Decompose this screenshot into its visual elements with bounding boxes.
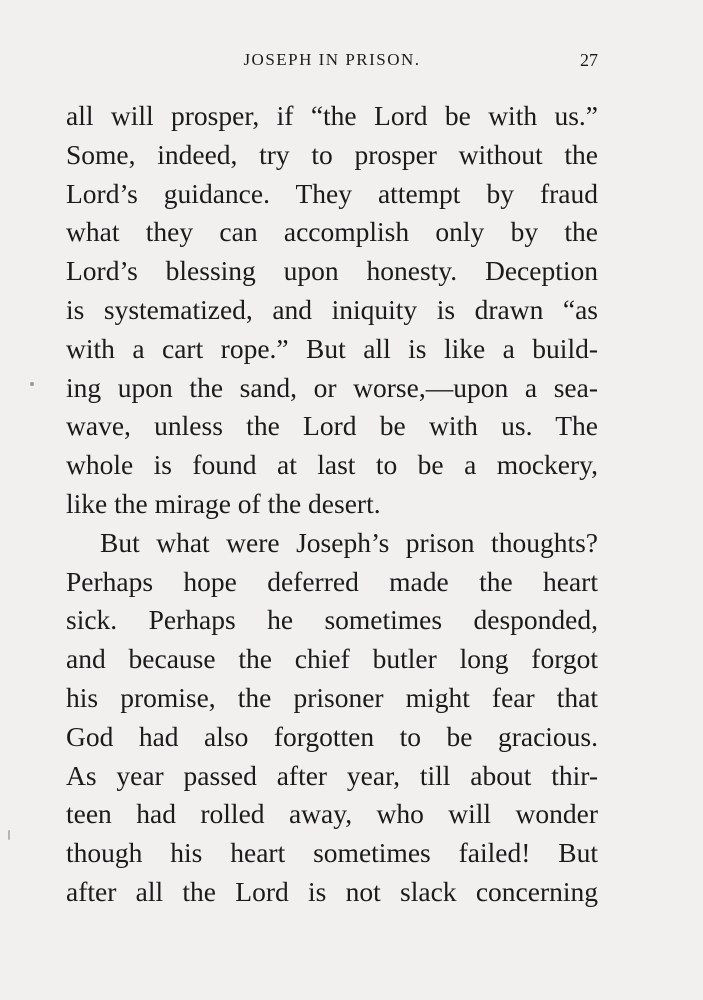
text-line: what they can accomplish only by the bbox=[66, 216, 598, 248]
text-line: ing upon the sand, or worse,—upon a sea- bbox=[66, 371, 598, 403]
text-line: sick. Perhaps he sometimes desponded, bbox=[66, 604, 598, 636]
text-line: his promise, the prisoner might fear that bbox=[66, 681, 598, 713]
text-line: As year passed after year, till about thir- bbox=[66, 759, 598, 791]
paragraph-1 bbox=[66, 97, 598, 524]
text-line: whole is found at last to be a mockery, bbox=[66, 449, 598, 481]
text-line: wave, unless the Lord be with us. The bbox=[66, 410, 598, 442]
text-line: Lord’s guidance. They attempt by fraud bbox=[66, 177, 598, 209]
text-line: though his heart sometimes failed! But bbox=[66, 837, 598, 869]
margin-speck bbox=[8, 830, 10, 840]
text-line: Perhaps hope deferred made the heart bbox=[66, 565, 598, 597]
text-line: Some, indeed, try to prosper without the bbox=[66, 138, 598, 170]
text-line: with a cart rope.” But all is like a build- bbox=[66, 332, 598, 364]
margin-speck bbox=[30, 382, 34, 386]
text-line: all will prosper, if “the Lord be with us.” bbox=[66, 100, 598, 131]
text-line: is systematized, and iniquity is drawn “as bbox=[66, 293, 598, 325]
text-line: Lord’s blessing upon honesty. Deception bbox=[66, 255, 598, 287]
body-text bbox=[66, 97, 598, 912]
text-line: God had also forgotten to be gracious. bbox=[66, 720, 598, 752]
text-line: teen had rolled away, who will wonder bbox=[66, 798, 598, 830]
running-head bbox=[66, 50, 598, 74]
paragraph-2 bbox=[66, 524, 598, 912]
text-line: But what were Joseph’s prison thoughts? bbox=[100, 526, 598, 558]
running-title: JOSEPH IN PRISON. bbox=[243, 50, 421, 69]
page-number: 27 bbox=[580, 50, 598, 70]
text-line: like the mirage of the desert. bbox=[66, 487, 381, 519]
text-line: after all the Lord is not slack concerning bbox=[66, 875, 598, 907]
text-line: and because the chief butler long forgot bbox=[66, 643, 598, 675]
